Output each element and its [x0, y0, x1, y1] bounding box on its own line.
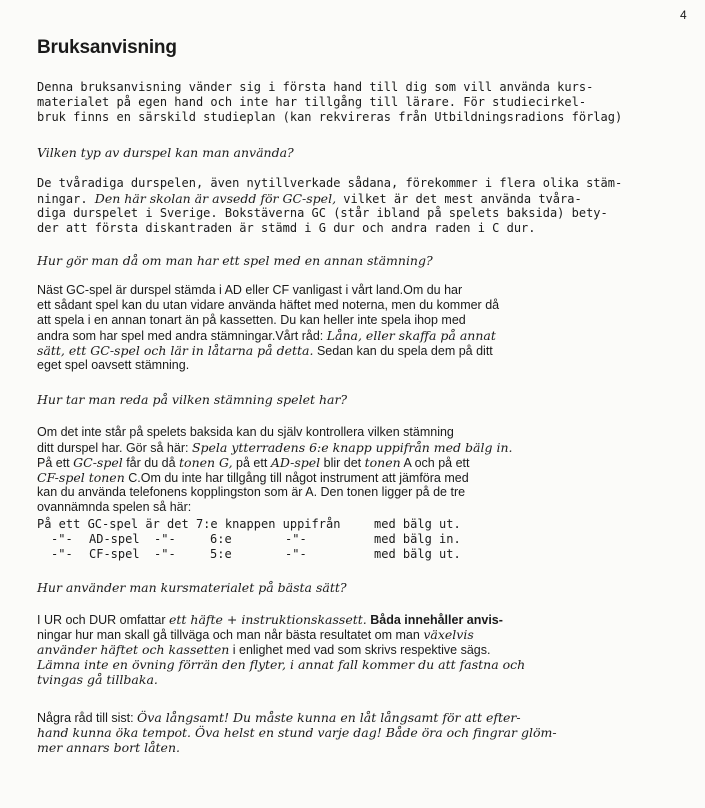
text-span: A och på ett [400, 456, 470, 470]
text-line: der att första diskantraden är stämd i G dur och andra raden i C dur. [37, 221, 536, 235]
table-cell: -"- [51, 532, 73, 546]
script-text: sätt, ett GC-spel och lär in låtarna på detta. [37, 343, 314, 358]
table-cell: med bälg ut. [374, 517, 461, 531]
closing-paragraph [37, 710, 697, 755]
text-line: Näst GC-spel är durspel stämda i AD eller CF vanligast i vårt land.Om du har [37, 283, 463, 297]
script-text: Låna, eller skaffa på annat [326, 328, 496, 343]
script-text: växelvis [423, 627, 474, 642]
text-line: De tvåradiga durspelen, även nytillverkade sådana, förekommer i flera olika stäm- [37, 176, 623, 190]
script-text: tonen G, [179, 455, 233, 470]
script-text: CF-spel [37, 470, 85, 485]
answer-paragraph [37, 425, 697, 515]
text-span: andra som har spel med andra stämningar.Vårt råd: [37, 329, 327, 343]
table-cell: -"- [154, 532, 176, 546]
table-cell: På ett GC-spel är det 7:e knappen uppifrån [37, 517, 341, 531]
text-span: på ett [232, 456, 271, 470]
table-cell: -"- [285, 532, 307, 546]
text-span: ditt durspel har. Gör så här: [37, 441, 192, 455]
script-line: mer annars bort låten. [37, 740, 180, 755]
table-cell: -"- [154, 547, 176, 561]
text-span: vilket är det mest använda tvåra- [336, 192, 582, 206]
text-span: På ett [37, 456, 74, 470]
text-line [37, 440, 697, 455]
script-line: hand kunna öka tempot. Öva helst en stund varje dag! Både öra och fingrar glöm- [37, 725, 557, 740]
text-span: C.Om du inte har tillgång till något instrument att jämföra med [124, 471, 469, 485]
text-line [37, 612, 697, 627]
question-heading: Hur tar man reda på vilken stämning spelet har? [37, 392, 348, 407]
script-text: Spela ytterradens 6:e knapp uppifrån med bälg in. [191, 440, 513, 455]
text-line: bruk finns en särskild studieplan (kan rekvireras från Utbildningsradions förlag) [37, 110, 623, 124]
table-cell: 6:e [210, 532, 232, 546]
answer-paragraph [37, 176, 697, 236]
text-span: i enlighet med vad som skrivs respektive sägs. [229, 643, 491, 657]
script-text: tonen [364, 455, 401, 470]
table-cell: med bälg ut. [374, 547, 461, 561]
text-span: får du då [122, 456, 180, 470]
answer-paragraph [37, 612, 697, 687]
table-cell: med bälg in. [374, 532, 461, 546]
question-heading: Hur använder man kursmaterialet på bästa sätt? [37, 580, 347, 595]
table-cell: -"- [51, 547, 73, 561]
text-span: Några råd till sist: [37, 711, 138, 725]
text-span: blir det [320, 456, 365, 470]
script-text: använder häftet och kassetten [37, 642, 230, 657]
intro-paragraph [37, 80, 697, 125]
text-line: att spela i en annan tonart än på kassetten. Du kan heller inte spela ihop med [37, 313, 466, 327]
text-line [37, 642, 697, 657]
answer-paragraph [37, 283, 697, 373]
table-cell: AD-spel [89, 532, 140, 546]
text-line [37, 455, 697, 470]
text-span: ningar hur man skall gå tillväga och man når bästa resultatet om man [37, 628, 424, 642]
text-line: eget spel oavsett stämning. [37, 358, 190, 372]
page-number: 4 [680, 8, 687, 22]
question-heading: Hur gör man då om man har ett spel med en annan stämning? [37, 253, 433, 268]
script-line: Lämna inte en övning förrän den flyter, i annat fall kommer du att fastna och [37, 657, 526, 672]
script-text: GC-spel [73, 455, 123, 470]
table-cell: -"- [285, 547, 307, 561]
text-line: kan du använda telefonens kopplingston som är A. Den tonen ligger på de tre [37, 485, 466, 499]
text-span: Sedan kan du spela dem på ditt [313, 344, 493, 358]
button-table [37, 517, 697, 563]
text-line: Om det inte står på spelets baksida kan du själv kontrollera vilken stämning [37, 425, 454, 439]
script-text: ett häfte + instruktionskassett. [168, 612, 367, 627]
table-cell: 5:e [210, 547, 232, 561]
script-text: AD-spel [270, 455, 321, 470]
question-heading: Vilken typ av durspel kan man använda? [37, 145, 294, 160]
text-span: ningar. [37, 192, 95, 206]
script-line: tvingas gå tillbaka. [37, 672, 158, 687]
text-line [37, 343, 697, 358]
page-title: Bruksanvisning [37, 37, 177, 58]
text-line [37, 710, 697, 725]
text-line [37, 191, 697, 206]
table-cell: CF-spel [89, 547, 140, 561]
text-line: Denna bruksanvisning vänder sig i första hand till dig som vill använda kurs- [37, 80, 594, 94]
text-line: diga durspelet i Sverige. Bokstäverna GC (står ibland på spelets baksida) bety- [37, 206, 608, 220]
text-line: ett sådant spel kan du utan vidare använda häftet med noterna, men du kommer då [37, 298, 500, 312]
text-line [37, 470, 697, 485]
text-line: materialet på egen hand och inte har tillgång till lärare. För studiecirkel- [37, 95, 587, 109]
text-span: I UR och DUR omfattar [37, 613, 169, 627]
script-text: Öva långsamt! Du måste kunna en låt långsamt för att efter- [137, 710, 521, 725]
script-text: Den här skolan är avsedd för GC-spel, [94, 191, 337, 206]
text-span: Båda innehåller anvis- [366, 613, 503, 627]
script-text: tonen [84, 470, 125, 485]
text-line [37, 328, 697, 343]
text-line: ovannämnda spelen så här: [37, 500, 192, 514]
text-line [37, 627, 697, 642]
